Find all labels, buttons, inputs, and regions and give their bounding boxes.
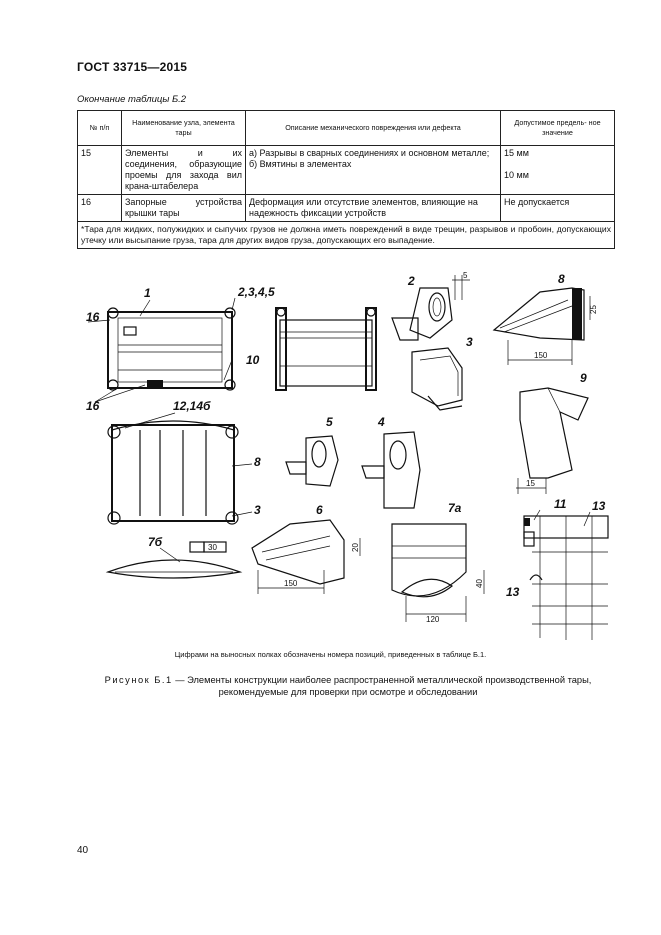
container-side-view bbox=[276, 308, 376, 390]
row-value: Не допускается bbox=[501, 195, 615, 222]
header-allowed: Допустимое предель- ное значение bbox=[501, 111, 615, 146]
dim-40: 40 bbox=[475, 579, 484, 588]
row-name: Запорные устройства крышки тары bbox=[122, 195, 246, 222]
label-16b: 16 bbox=[86, 399, 100, 413]
label-8b: 8 bbox=[558, 272, 565, 286]
row-value-b: 10 мм bbox=[504, 170, 529, 180]
dim-30: 30 bbox=[208, 543, 217, 552]
header-name: Наименование узла, элемента тары bbox=[122, 111, 246, 146]
document-header: ГОСТ 33715—2015 bbox=[77, 60, 188, 74]
dim-25: 25 bbox=[589, 305, 598, 314]
dim-150a: 150 bbox=[534, 351, 548, 360]
page-number: 40 bbox=[77, 845, 89, 856]
label-10: 10 bbox=[246, 353, 260, 367]
label-13a: 13 bbox=[592, 499, 606, 513]
table-footnote: *Тара для жидких, полужидких и сыпучих грузов не должна иметь повреждений в виде трещин, разрывов и пробоин, допускающих утечку или высыпание груза, тара для других видов груза, допускающих его выпадение. bbox=[78, 222, 615, 249]
figure-caption bbox=[88, 674, 608, 698]
header-description: Описание механического повреждения или дефекта bbox=[246, 111, 501, 146]
container-top-view bbox=[108, 413, 252, 524]
row-value-a: 15 мм bbox=[504, 148, 529, 158]
container-front-view bbox=[88, 298, 235, 402]
label-1214b: 12,14б bbox=[173, 399, 211, 413]
row-num: 16 bbox=[78, 195, 122, 222]
dim-120: 120 bbox=[426, 615, 440, 624]
label-7a: 7а bbox=[448, 501, 462, 515]
detail-5 bbox=[286, 436, 338, 486]
detail-2 bbox=[392, 275, 470, 340]
dim-150b: 150 bbox=[284, 579, 298, 588]
figure-caption-prefix: Рисунок Б.1 bbox=[104, 675, 173, 685]
dim-15: 15 bbox=[526, 479, 535, 488]
label-7b: 7б bbox=[148, 535, 163, 549]
detail-11-13 bbox=[524, 510, 608, 640]
label-2345: 2,3,4,5 bbox=[238, 285, 275, 299]
row-description: Деформация или отсутствие элементов, влияющие на надежность фиксации устройств bbox=[246, 195, 501, 222]
label-11: 11 bbox=[554, 497, 567, 511]
label-6: 6 bbox=[316, 503, 323, 517]
detail-4 bbox=[362, 432, 420, 508]
label-2: 2 bbox=[408, 274, 415, 288]
row-description-a: а) Разрывы в сварных соединениях и основном металле; bbox=[249, 148, 490, 158]
label-3b: 3 bbox=[466, 335, 473, 349]
detail-6 bbox=[252, 520, 360, 594]
row-num: 15 bbox=[78, 146, 122, 195]
label-16a: 16 bbox=[86, 310, 100, 324]
element-7b bbox=[108, 542, 240, 578]
row-description-b: б) Вмятины в элементах bbox=[249, 159, 352, 169]
header-num: № п/п bbox=[78, 111, 122, 146]
detail-3 bbox=[412, 348, 462, 410]
label-13b: 13 bbox=[506, 585, 520, 599]
label-1: 1 bbox=[144, 286, 151, 300]
label-3a: 3 bbox=[254, 503, 261, 517]
row-name: Элементы и их соединения, образующие проемы для захода вил крана-штабелера bbox=[122, 146, 246, 195]
dim-5: 5 bbox=[463, 271, 468, 280]
label-8a: 8 bbox=[254, 455, 261, 469]
detail-7a bbox=[392, 524, 484, 622]
figure-caption-text: — Элементы конструкции наиболее распространенной металлической производственной тары, рекомендуемые для проверки при осмотре и обследовании bbox=[172, 675, 592, 697]
dim-20: 20 bbox=[351, 543, 360, 552]
figure-note: Цифрами на выносных полках обозначены номера позиций, приведенных в таблице Б.1. bbox=[174, 650, 487, 659]
table-caption: Окончание таблицы Б.2 bbox=[77, 94, 187, 105]
label-4: 4 bbox=[378, 415, 385, 429]
label-5: 5 bbox=[326, 415, 333, 429]
label-9: 9 bbox=[580, 371, 587, 385]
